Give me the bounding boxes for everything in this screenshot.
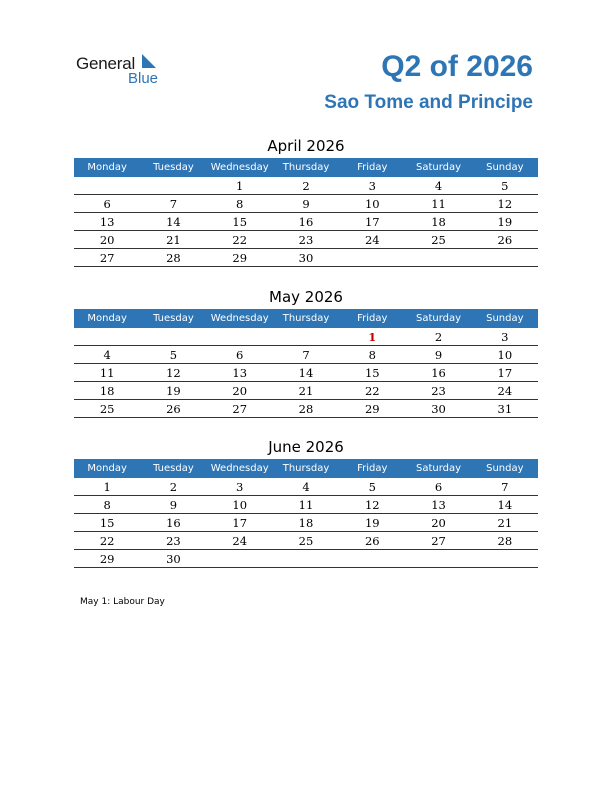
month-calendar-may xyxy=(74,287,538,418)
weekday-header: Sunday xyxy=(472,158,538,177)
weekday-header: Wednesday xyxy=(207,158,273,177)
day-cell: 16 xyxy=(140,514,206,532)
weekday-header: Friday xyxy=(339,309,405,328)
empty-day-cell xyxy=(74,328,140,346)
day-cell: 23 xyxy=(140,532,206,550)
month-title: April 2026 xyxy=(267,137,345,155)
day-cell: 11 xyxy=(74,364,140,382)
day-cell: 1 xyxy=(74,478,140,496)
day-cell: 25 xyxy=(74,400,140,418)
day-cell: 12 xyxy=(339,496,405,514)
logo-flag-icon xyxy=(142,54,156,68)
weekday-header: Wednesday xyxy=(207,309,273,328)
week-row xyxy=(74,231,538,249)
week-row xyxy=(74,382,538,400)
day-cell: 25 xyxy=(273,532,339,550)
generalblue-logo xyxy=(76,52,176,92)
day-cell: 23 xyxy=(273,231,339,249)
day-cell: 13 xyxy=(74,213,140,231)
weekday-header: Friday xyxy=(339,459,405,478)
empty-day-cell xyxy=(140,328,206,346)
week-row xyxy=(74,177,538,195)
week-row xyxy=(74,532,538,550)
day-cell: 10 xyxy=(207,496,273,514)
day-cell: 3 xyxy=(472,328,538,346)
day-cell: 8 xyxy=(74,496,140,514)
day-cell: 10 xyxy=(339,195,405,213)
page-title: Q2 of 2026 xyxy=(381,50,533,83)
day-cell: 26 xyxy=(472,231,538,249)
day-cell: 8 xyxy=(339,346,405,364)
week-row xyxy=(74,213,538,231)
empty-day-cell xyxy=(472,550,538,568)
day-cell: 18 xyxy=(273,514,339,532)
weekday-header: Wednesday xyxy=(207,459,273,478)
calendar-grid xyxy=(74,309,538,418)
weekday-header: Sunday xyxy=(472,459,538,478)
day-cell: 7 xyxy=(140,195,206,213)
day-cell: 18 xyxy=(405,213,471,231)
week-row xyxy=(74,478,538,496)
month-title: May 2026 xyxy=(269,288,343,306)
day-cell: 28 xyxy=(472,532,538,550)
day-cell: 18 xyxy=(74,382,140,400)
week-row xyxy=(74,195,538,213)
day-cell: 1 xyxy=(207,177,273,195)
day-cell: 27 xyxy=(207,400,273,418)
day-cell: 17 xyxy=(472,364,538,382)
day-cell: 20 xyxy=(207,382,273,400)
week-row xyxy=(74,400,538,418)
empty-day-cell xyxy=(207,328,273,346)
weekday-header: Saturday xyxy=(405,158,471,177)
empty-day-cell xyxy=(405,550,471,568)
day-cell: 3 xyxy=(339,177,405,195)
day-cell: 29 xyxy=(207,249,273,267)
empty-day-cell xyxy=(339,249,405,267)
weekday-header: Tuesday xyxy=(140,459,206,478)
day-cell: 3 xyxy=(207,478,273,496)
empty-day-cell xyxy=(405,249,471,267)
day-cell: 21 xyxy=(140,231,206,249)
day-cell: 6 xyxy=(74,195,140,213)
week-row xyxy=(74,328,538,346)
weekday-header: Friday xyxy=(339,158,405,177)
day-cell: 2 xyxy=(140,478,206,496)
day-cell: 24 xyxy=(472,382,538,400)
weekday-header: Thursday xyxy=(273,158,339,177)
day-cell: 2 xyxy=(405,328,471,346)
day-cell: 25 xyxy=(405,231,471,249)
empty-day-cell xyxy=(207,550,273,568)
holiday-notes xyxy=(80,597,165,607)
day-cell: 9 xyxy=(405,346,471,364)
weekday-header: Saturday xyxy=(405,309,471,328)
day-cell: 6 xyxy=(207,346,273,364)
week-row xyxy=(74,550,538,568)
day-cell: 12 xyxy=(140,364,206,382)
day-cell: 24 xyxy=(207,532,273,550)
day-cell: 21 xyxy=(472,514,538,532)
day-cell: 12 xyxy=(472,195,538,213)
day-cell: 10 xyxy=(472,346,538,364)
month-calendar-april xyxy=(74,136,538,267)
day-cell: 28 xyxy=(273,400,339,418)
empty-day-cell xyxy=(273,550,339,568)
weekday-header: Thursday xyxy=(273,309,339,328)
weekday-header: Monday xyxy=(74,158,140,177)
weekday-header: Monday xyxy=(74,459,140,478)
empty-day-cell xyxy=(140,177,206,195)
day-cell: 26 xyxy=(339,532,405,550)
day-cell: 8 xyxy=(207,195,273,213)
month-calendar-june xyxy=(74,437,538,568)
holiday-day-cell: 1 xyxy=(339,328,405,346)
day-cell: 24 xyxy=(339,231,405,249)
country-subtitle: Sao Tome and Principe xyxy=(324,92,533,113)
day-cell: 17 xyxy=(207,514,273,532)
empty-day-cell xyxy=(74,177,140,195)
day-cell: 14 xyxy=(273,364,339,382)
day-cell: 21 xyxy=(273,382,339,400)
day-cell: 19 xyxy=(140,382,206,400)
week-row xyxy=(74,496,538,514)
calendar-grid xyxy=(74,459,538,568)
day-cell: 16 xyxy=(405,364,471,382)
week-row xyxy=(74,346,538,364)
day-cell: 29 xyxy=(339,400,405,418)
weekday-header: Thursday xyxy=(273,459,339,478)
day-cell: 14 xyxy=(472,496,538,514)
day-cell: 5 xyxy=(472,177,538,195)
day-cell: 5 xyxy=(140,346,206,364)
day-cell: 13 xyxy=(405,496,471,514)
day-cell: 30 xyxy=(140,550,206,568)
day-cell: 15 xyxy=(339,364,405,382)
day-cell: 14 xyxy=(140,213,206,231)
day-cell: 29 xyxy=(74,550,140,568)
day-cell: 13 xyxy=(207,364,273,382)
logo-text-blue: Blue xyxy=(128,70,159,87)
day-cell: 11 xyxy=(405,195,471,213)
logo-text-general: General xyxy=(76,54,136,73)
day-cell: 19 xyxy=(339,514,405,532)
day-cell: 17 xyxy=(339,213,405,231)
day-cell: 20 xyxy=(405,514,471,532)
day-cell: 22 xyxy=(207,231,273,249)
day-cell: 16 xyxy=(273,213,339,231)
day-cell: 15 xyxy=(74,514,140,532)
empty-day-cell xyxy=(472,249,538,267)
day-cell: 9 xyxy=(140,496,206,514)
weekday-header: Sunday xyxy=(472,309,538,328)
calendar-grid xyxy=(74,158,538,267)
day-cell: 15 xyxy=(207,213,273,231)
day-cell: 20 xyxy=(74,231,140,249)
day-cell: 27 xyxy=(405,532,471,550)
day-cell: 19 xyxy=(472,213,538,231)
day-cell: 7 xyxy=(472,478,538,496)
weekday-header: Tuesday xyxy=(140,158,206,177)
day-cell: 9 xyxy=(273,195,339,213)
day-cell: 6 xyxy=(405,478,471,496)
day-cell: 30 xyxy=(273,249,339,267)
day-cell: 31 xyxy=(472,400,538,418)
day-cell: 11 xyxy=(273,496,339,514)
day-cell: 26 xyxy=(140,400,206,418)
day-cell: 22 xyxy=(339,382,405,400)
week-row xyxy=(74,249,538,267)
empty-day-cell xyxy=(273,328,339,346)
day-cell: 27 xyxy=(74,249,140,267)
day-cell: 4 xyxy=(74,346,140,364)
holiday-note: May 1: Labour Day xyxy=(80,597,165,607)
day-cell: 22 xyxy=(74,532,140,550)
day-cell: 7 xyxy=(273,346,339,364)
day-cell: 5 xyxy=(339,478,405,496)
week-row xyxy=(74,364,538,382)
weekday-header: Tuesday xyxy=(140,309,206,328)
weekday-header: Saturday xyxy=(405,459,471,478)
day-cell: 28 xyxy=(140,249,206,267)
month-title: June 2026 xyxy=(268,438,344,456)
day-cell: 4 xyxy=(405,177,471,195)
day-cell: 30 xyxy=(405,400,471,418)
empty-day-cell xyxy=(339,550,405,568)
week-row xyxy=(74,514,538,532)
day-cell: 23 xyxy=(405,382,471,400)
day-cell: 2 xyxy=(273,177,339,195)
day-cell: 4 xyxy=(273,478,339,496)
weekday-header: Monday xyxy=(74,309,140,328)
